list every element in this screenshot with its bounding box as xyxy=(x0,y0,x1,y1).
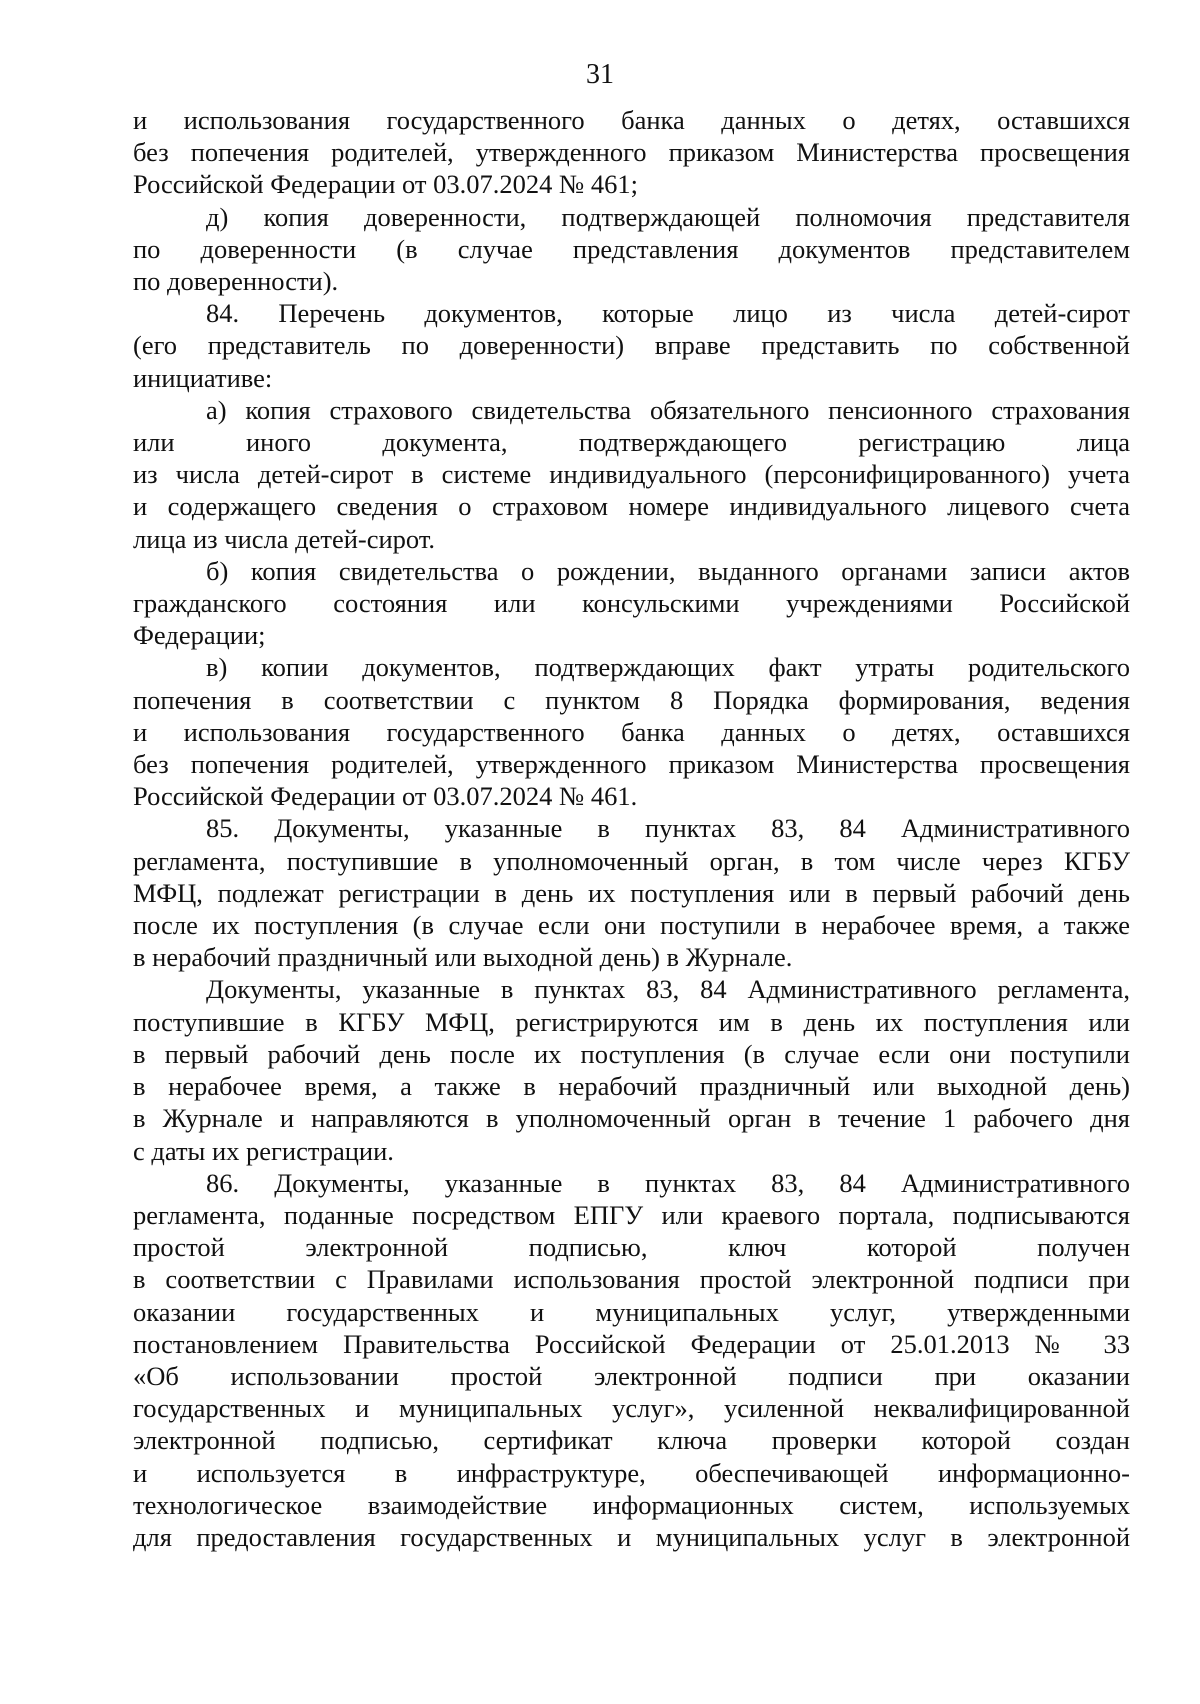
document-body xyxy=(133,104,1130,1553)
paragraph xyxy=(133,812,1130,973)
text-line: электронной подписью, сертификат ключа проверки которой создан xyxy=(133,1425,1130,1456)
text-line: попечения в соответствии с пунктом 8 Порядка формирования, ведения xyxy=(133,684,1130,715)
paragraph xyxy=(133,394,1130,555)
paragraph xyxy=(133,973,1130,1166)
text-line: простой электронной подписью, ключ которой получен xyxy=(133,1232,1130,1263)
text-line: 86. Документы, указанные в пунктах 83, 84 Административного xyxy=(206,1167,1130,1198)
paragraph xyxy=(133,201,1130,298)
text-line: по доверенности). xyxy=(133,266,339,297)
text-line: в нерабочее время, а также в нерабочий праздничный или выходной день) xyxy=(133,1071,1130,1102)
text-line: после их поступления (в случае если они поступили в нерабочее время, а также xyxy=(133,910,1130,941)
text-line: гражданского состояния или консульскими учреждениями Российской xyxy=(133,588,1130,619)
text-line: д) копия доверенности, подтверждающей полномочия представителя xyxy=(206,201,1130,232)
text-line: или иного документа, подтверждающего регистрацию лица xyxy=(133,427,1130,458)
text-line: «Об использовании простой электронной подписи при оказании xyxy=(133,1360,1130,1391)
text-line: из числа детей-сирот в системе индивидуального (персонифицированного) учета xyxy=(133,459,1130,490)
text-line: в соответствии с Правилами использования простой электронной подписи при xyxy=(133,1264,1130,1295)
page-number: 31 xyxy=(586,59,614,90)
text-line: 84. Перечень документов, которые лицо из числа детей-сирот xyxy=(206,298,1130,329)
paragraph xyxy=(133,1167,1130,1553)
text-line: без попечения родителей, утвержденного приказом Министерства просвещения xyxy=(133,749,1130,780)
text-line: Российской Федерации от 03.07.2024 № 461. xyxy=(133,781,638,812)
paragraph xyxy=(133,104,1130,201)
text-line: без попечения родителей, утвержденного приказом Министерства просвещения xyxy=(133,137,1130,168)
text-line: в первый рабочий день после их поступления (в случае если они поступили xyxy=(133,1038,1130,1069)
text-line: Федерации; xyxy=(133,620,266,651)
text-line: 85. Документы, указанные в пунктах 83, 84 Административного xyxy=(206,813,1130,844)
text-line: и использования государственного банка данных о детях, оставшихся xyxy=(133,105,1130,135)
text-line: лица из числа детей-сирот. xyxy=(133,523,436,554)
text-line: регламента, поступившие в уполномоченный орган, в том числе через КГБУ xyxy=(133,845,1130,876)
text-line: постановлением Правительства Российской Федерации от 25.01.2013 № 33 xyxy=(133,1328,1130,1359)
text-line: по доверенности (в случае представления документов представителем xyxy=(133,233,1130,264)
text-line: технологическое взаимодействие информационных систем, используемых xyxy=(133,1489,1130,1520)
text-line: оказании государственных и муниципальных услуг, утвержденными xyxy=(133,1296,1130,1327)
text-line: Документы, указанные в пунктах 83, 84 Административного регламента, xyxy=(206,974,1130,1005)
text-line: МФЦ, подлежат регистрации в день их поступления или в первый рабочий день xyxy=(133,877,1130,908)
text-line: регламента, поданные посредством ЕПГУ или краевого портала, подписываются xyxy=(133,1199,1130,1230)
text-line: и используется в инфраструктуре, обеспечивающей информационно- xyxy=(133,1457,1130,1488)
text-line: а) копия страхового свидетельства обязательного пенсионного страхования xyxy=(206,394,1130,425)
text-line: и использования государственного банка данных о детях, оставшихся xyxy=(133,716,1130,747)
text-line: и содержащего сведения о страховом номере индивидуального лицевого счета xyxy=(133,491,1130,522)
text-line: Российской Федерации от 03.07.2024 № 461; xyxy=(133,169,639,200)
paragraph xyxy=(133,297,1130,394)
text-line: б) копия свидетельства о рождении, выданного органами записи актов xyxy=(206,555,1130,586)
text-line: в) копии документов, подтверждающих факт утраты родительского xyxy=(206,652,1130,683)
text-line: для предоставления государственных и муниципальных услуг в электронной xyxy=(133,1521,1130,1552)
text-line: в Журнале и направляются в уполномоченный орган в течение 1 рабочего дня xyxy=(133,1103,1130,1134)
text-line: государственных и муниципальных услуг», усиленной неквалифицированной xyxy=(133,1393,1130,1424)
text-line: с даты их регистрации. xyxy=(133,1135,394,1166)
text-line: поступившие в КГБУ МФЦ, регистрируются им в день их поступления или xyxy=(133,1006,1130,1037)
text-line: (его представитель по доверенности) вправе представить по собственной xyxy=(133,330,1130,361)
paragraph xyxy=(133,555,1130,652)
paragraph xyxy=(133,651,1130,812)
text-line: в нерабочий праздничный или выходной день) в Журнале. xyxy=(133,942,793,973)
text-line: инициативе: xyxy=(133,362,273,393)
